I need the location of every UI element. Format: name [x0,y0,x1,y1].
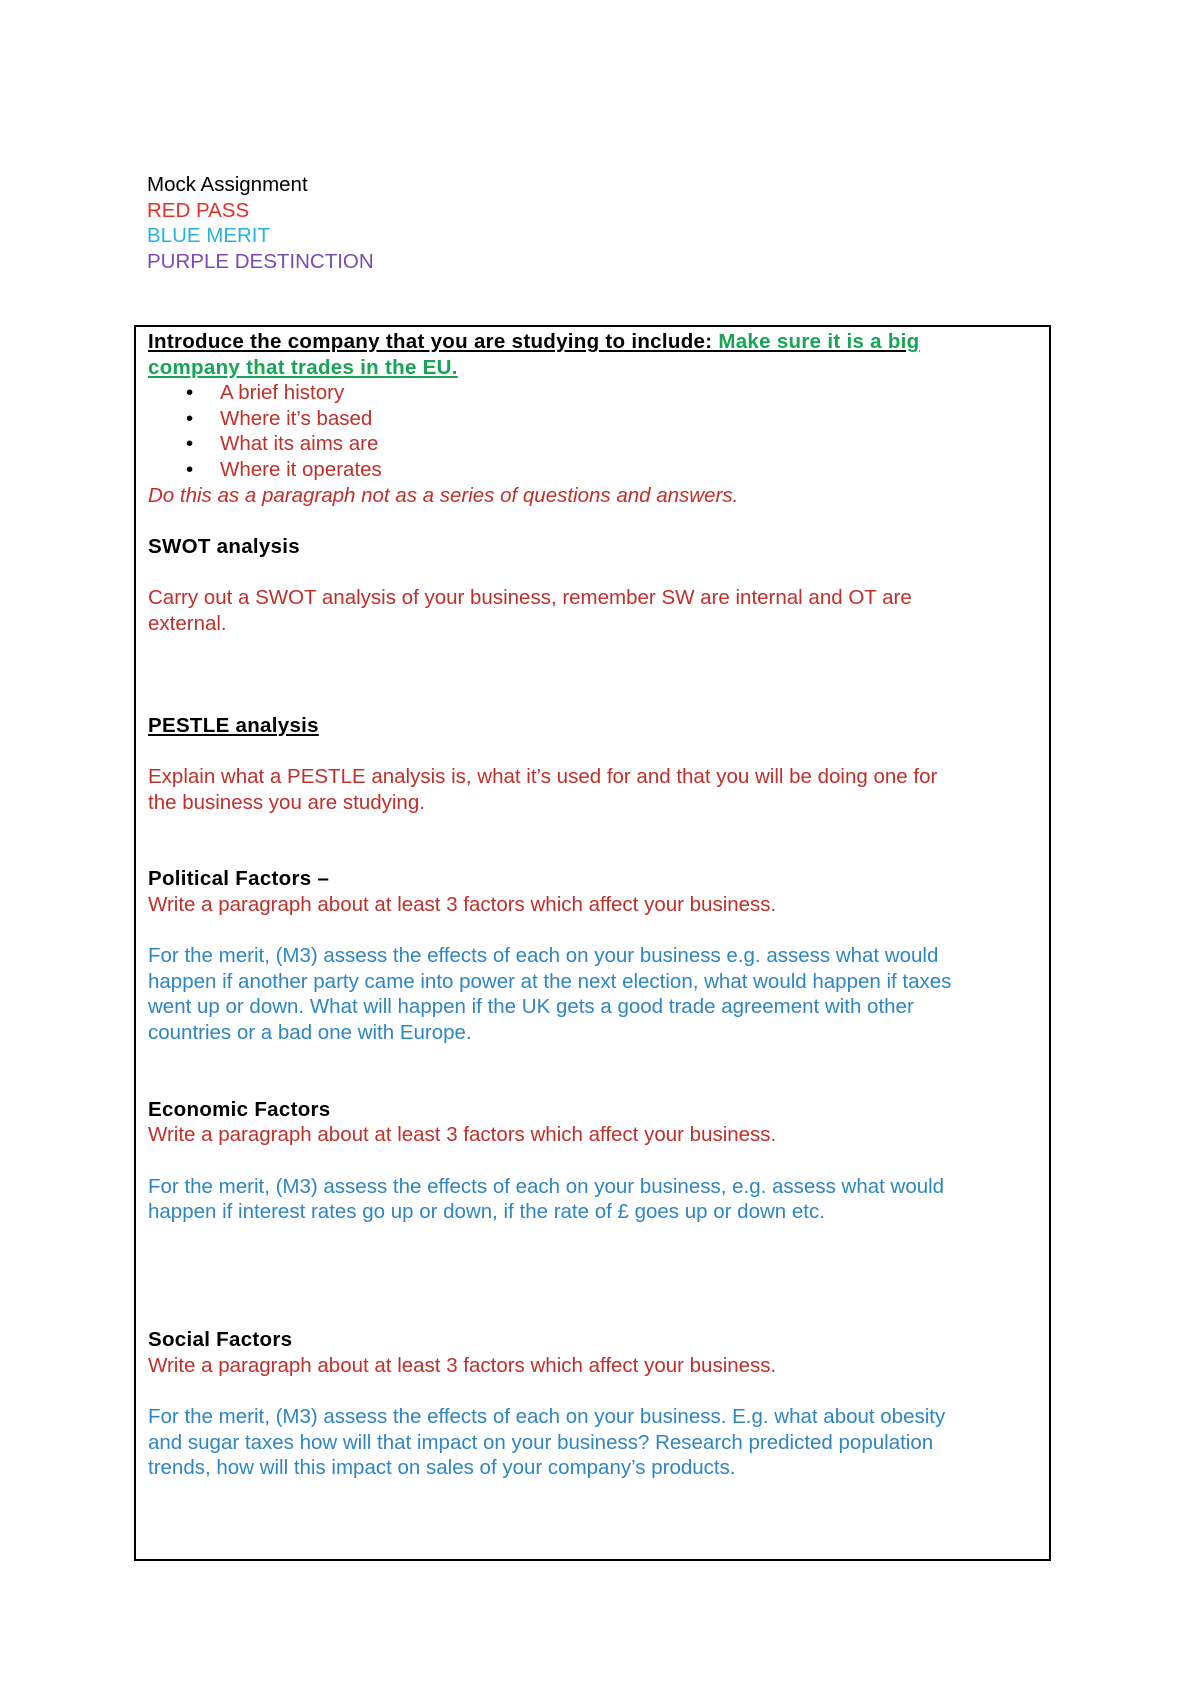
social-merit-line: trends, how will this impact on sales of your company’s products. [148,1456,736,1480]
swot-heading: SWOT analysis [148,534,301,558]
bullet-icon: • [186,406,194,430]
list-item: • Where it’s based [186,406,373,430]
social-heading: Social Factors [148,1328,293,1352]
political-merit-line: went up or down. What will happen if the UK gets a good trade agreement with other [148,995,914,1019]
pestle-heading: PESTLE analysis [148,713,319,737]
bullet-icon: • [186,432,194,456]
social-pass-text: Write a paragraph about at least 3 factors which affect your business. [148,1353,777,1377]
political-heading: Political Factors – [148,867,330,891]
intro-note-line1: Make sure it is a big [718,330,920,353]
legend-distinction: PURPLE DESTINCTION [147,249,374,273]
social-merit-line: and sugar taxes how will that impact on your business? Research predicted population [148,1430,934,1454]
grading-legend [147,172,374,274]
intro-bullet-list [148,380,1048,482]
economic-merit-line: happen if interest rates go up or down, if the rate of £ goes up or down etc. [148,1200,825,1224]
intro-instruction: Do this as a paragraph not as a series of questions and answers. [148,483,739,507]
intro-lead: Introduce the company that you are studying to include: [148,330,713,353]
list-item: • What its aims are [186,432,379,456]
list-item: • Where it operates [186,457,382,481]
legend-pass: RED PASS [147,198,250,222]
bullet-icon: • [186,457,194,481]
intro-heading [148,329,1048,355]
pestle-text-line1: Explain what a PESTLE analysis is, what it’s used for and that you will be doing one for [148,765,938,789]
assignment-box [134,325,1051,1561]
political-merit-line: happen if another party came into power at the next election, what would happen if taxes [148,969,952,993]
pestle-text-line2: the business you are studying. [148,790,425,814]
swot-text-line2: external. [148,611,227,635]
economic-heading: Economic Factors [148,1097,331,1121]
social-merit-line: For the merit, (M3) assess the effects of each on your business. E.g. what about obesity [148,1404,946,1428]
intro-note-line2: company that trades in the EU. [148,355,458,379]
bullet-icon: • [186,381,194,405]
political-merit-line: For the merit, (M3) assess the effects of each on your business e.g. assess what would [148,944,939,968]
swot-text-line1: Carry out a SWOT analysis of your business, remember SW are internal and OT are [148,585,912,609]
legend-merit: BLUE MERIT [147,224,271,248]
political-pass-text: Write a paragraph about at least 3 factors which affect your business. [148,893,777,917]
economic-merit-line: For the merit, (M3) assess the effects of each on your business, e.g. assess what would [148,1174,945,1198]
list-item: • A brief history [186,381,345,405]
political-merit-line: countries or a bad one with Europe. [148,1021,472,1045]
assignment-content [148,329,1048,1481]
document-title: Mock Assignment [147,173,308,196]
economic-pass-text: Write a paragraph about at least 3 factors which affect your business. [148,1123,777,1147]
